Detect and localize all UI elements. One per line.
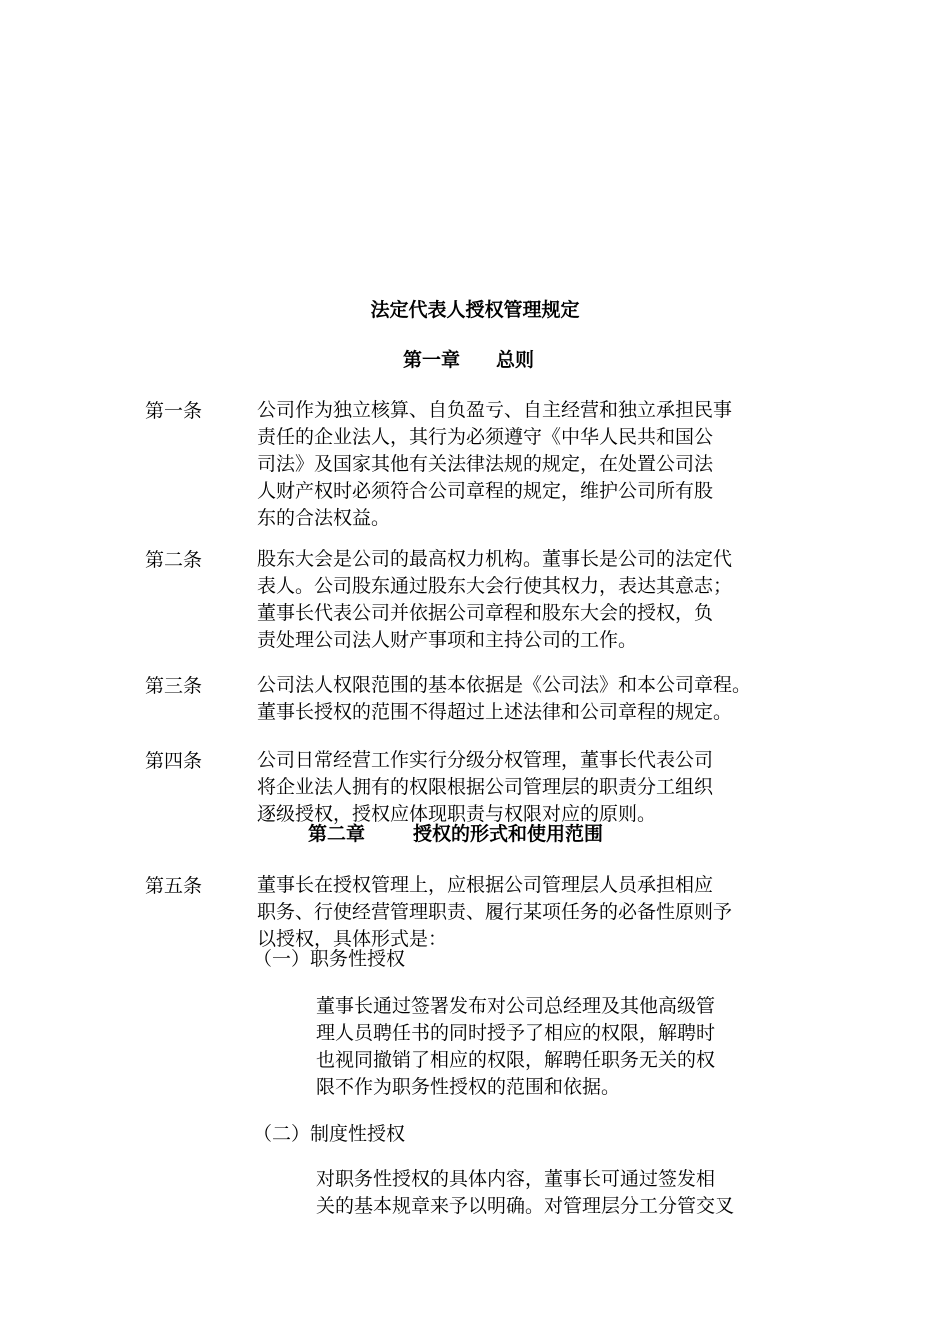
article-5-body (257, 872, 817, 953)
subsection-1-line: 也视同撤销了相应的权限，解聘任职务无关的权 (316, 1049, 716, 1071)
article-3-line: 董事长授权的范围不得超过上述法律和公司章程的规定。 (257, 701, 733, 723)
chapter-1-label: 第一章 (403, 349, 461, 371)
article-2-body (257, 546, 817, 654)
subsection-2-line: 关的基本规章来予以明确。对管理层分工分管交叉 (316, 1195, 735, 1217)
chapter-2-heading (308, 822, 603, 846)
article-4-line: 公司日常经营工作实行分级分权管理，董事长代表公司 (257, 749, 714, 771)
article-2-line: 股东大会是公司的最高权力机构。董事长是公司的法定代 (257, 548, 733, 570)
article-5-line: 以授权，具体形式是： (257, 928, 448, 950)
article-2-line: 表人。公司股东通过股东大会行使其权力，表达其意志； (257, 575, 733, 597)
article-3-body (257, 672, 817, 726)
article-4-line: 逐级授权，授权应体现职责与权限对应的原则。 (257, 803, 657, 825)
article-5-label: 第五条 (145, 875, 203, 897)
subsection-2-heading: （二）制度性授权 (253, 1123, 406, 1145)
article-4-line: 将企业法人拥有的权限根据公司管理层的职责分工组织 (257, 776, 714, 798)
article-3-label: 第三条 (145, 675, 203, 697)
chapter-1-name: 总则 (496, 349, 535, 371)
article-2-line: 董事长代表公司并依据公司章程和股东大会的授权，负 (257, 602, 714, 624)
document-title: 法定代表人授权管理规定 (370, 299, 580, 321)
subsection-1-line: 限不作为职务性授权的范围和依据。 (316, 1076, 621, 1098)
chapter-2-name: 授权的形式和使用范围 (413, 823, 604, 845)
chapter-1-heading (403, 348, 534, 372)
article-1-body (257, 397, 817, 532)
article-1-line: 东的合法权益。 (257, 507, 391, 529)
subsection-1-line: 董事长通过签署发布对公司总经理及其他高级管 (316, 995, 716, 1017)
article-1-line: 人财产权时必须符合公司章程的规定，维护公司所有股 (257, 480, 714, 502)
article-1-line: 责任的企业法人，其行为必须遵守《中华人民共和国公 (257, 426, 714, 448)
chapter-2-label: 第二章 (308, 823, 366, 845)
subsection-2-line: 对职务性授权的具体内容，董事长可通过签发相 (316, 1168, 716, 1190)
subsection-1-line: 理人员聘任书的同时授予了相应的权限，解聘时 (316, 1022, 716, 1044)
article-4-body (257, 747, 817, 828)
article-2-line: 责处理公司法人财产事项和主持公司的工作。 (257, 629, 638, 651)
article-3-line: 公司法人权限范围的基本依据是《公司法》和本公司章程。 (257, 674, 752, 696)
subsection-2-body (316, 1166, 816, 1220)
subsection-1-heading: （一）职务性授权 (253, 948, 406, 970)
article-5-line: 董事长在授权管理上，应根据公司管理层人员承担相应 (257, 874, 714, 896)
article-5-line: 职务、行使经营管理职责、履行某项任务的必备性原则予 (257, 901, 733, 923)
article-4-label: 第四条 (145, 750, 203, 772)
article-1-label: 第一条 (145, 400, 203, 422)
article-1-line: 司法》及国家其他有关法律法规的规定，在处置公司法 (257, 453, 714, 475)
article-1-line: 公司作为独立核算、自负盈亏、自主经营和独立承担民事 (257, 399, 733, 421)
article-2-label: 第二条 (145, 549, 203, 571)
subsection-1-body (316, 993, 816, 1101)
